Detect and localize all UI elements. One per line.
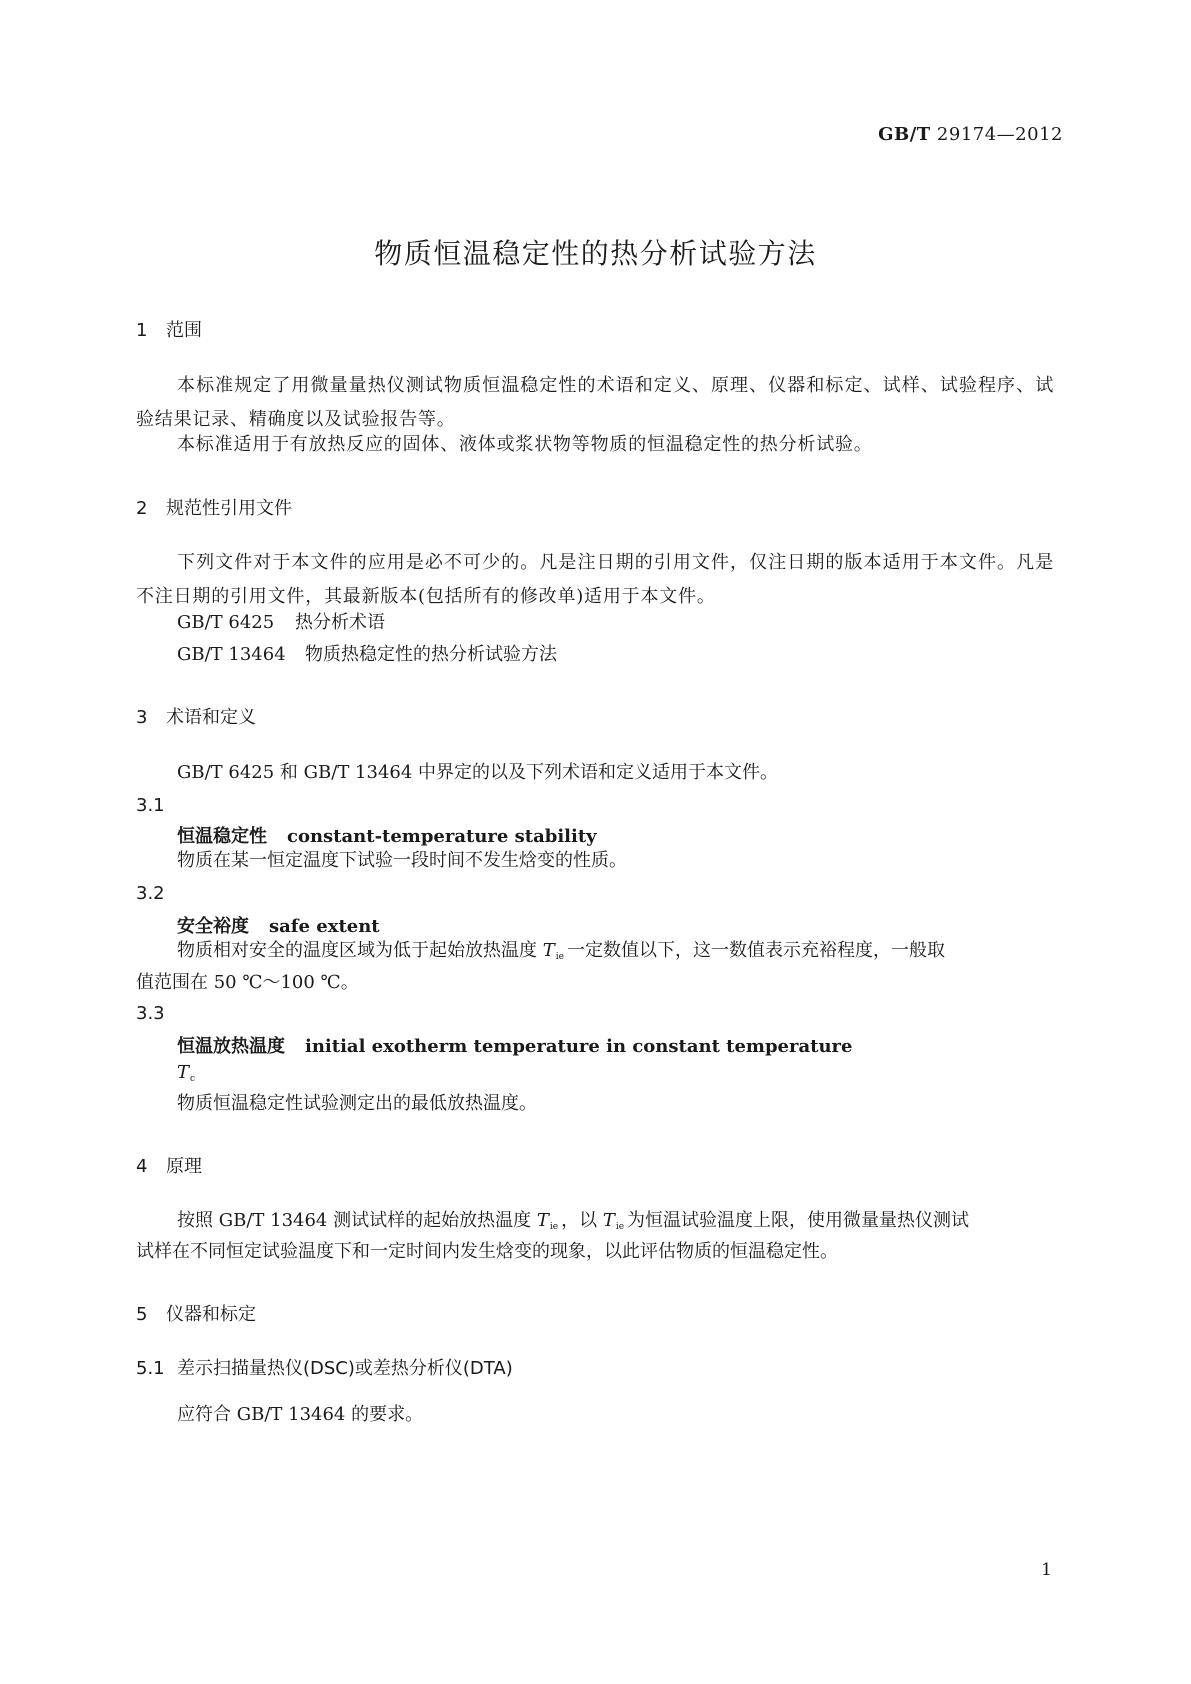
clause-3-1-number: 3.1 [136, 795, 165, 816]
clause-3-3-term [177, 1032, 852, 1058]
reference-item [177, 638, 557, 672]
document-title: 物质恒温稳定性的热分析试验方法 [374, 237, 817, 270]
symbol-subscript: ie [549, 1222, 559, 1232]
term-chinese: 安全裕度 [177, 916, 249, 937]
section-1-paragraph-2: 本标准适用于有放热反应的固体、液体或浆状物等物质的恒温稳定性的热分析试验。 [177, 434, 873, 455]
section-1-paragraph-1: 本标准规定了用微量量热仪测试物质恒温稳定性的术语和定义、原理、仪器和标定、试样、试验程序、试验结果记录、精确度以及试验报告等。 [136, 375, 1054, 430]
reference-item [177, 606, 385, 640]
reference-title: 热分析术语 [295, 612, 385, 633]
term-chinese: 恒温稳定性 [177, 826, 267, 847]
standard-code-prefix: GB/T [878, 124, 931, 145]
section-number: 2 [136, 498, 148, 519]
clause-3-2-definition-line-2: 值范围在 50 ℃～100 ℃。 [136, 972, 359, 993]
text-run: 为恒温试验温度上限，使用微量量热仪测试 [627, 1210, 970, 1231]
symbol-subscript: ie [555, 952, 564, 962]
section-number: 4 [136, 1156, 148, 1177]
section-3-intro: GB/T 6425 和 GB/T 13464 中界定的以及下列术语和定义适用于本文件。 [177, 762, 779, 783]
text-run: 按照 GB/T 13464 测试试样的起始放热温度 [177, 1210, 532, 1231]
term-english: safe extent [269, 916, 380, 937]
section-number: 1 [136, 320, 148, 341]
symbol-subscript: ie [615, 1222, 625, 1232]
section-2-paragraph-1: 下列文件对于本文件的应用是必不可少的。凡是注日期的引用文件，仅注日期的版本适用于本文件。凡是不注日期的引用文件，其最新版本(包括所有的修改单)适用于本文件。 [136, 552, 1054, 607]
clause-3-2-number: 3.2 [136, 883, 165, 904]
page-number: 1 [1041, 1560, 1052, 1580]
clause-number: 5.1 [136, 1358, 165, 1379]
section-4-heading [136, 1152, 202, 1178]
symbol-subscript: c [190, 1074, 196, 1084]
section-title: 规范性引用文件 [166, 498, 292, 519]
term-english: constant-temperature stability [287, 826, 597, 847]
section-5-heading [136, 1300, 256, 1326]
section-4-line-2: 试样在不同恒定试验温度下和一定时间内发生焓变的现象，以此评估物质的恒温稳定性。 [136, 1241, 838, 1262]
term-english: initial exotherm temperature in constant temperature [305, 1036, 853, 1057]
section-2-heading [136, 494, 292, 520]
clause-3-1-definition: 物质在某一恒定温度下试验一段时间不发生焓变的性质。 [177, 850, 627, 871]
symbol-t: T [177, 1062, 190, 1083]
reference-code: GB/T 13464 [177, 644, 286, 665]
section-number: 5 [136, 1304, 148, 1325]
reference-code: GB/T 6425 [177, 612, 275, 633]
symbol-t: T [536, 1210, 549, 1231]
section-number: 3 [136, 707, 148, 728]
standard-code [878, 124, 1063, 145]
symbol-t: T [602, 1210, 615, 1231]
reference-title: 物质热稳定性的热分析试验方法 [305, 644, 557, 665]
section-title: 仪器和标定 [166, 1304, 256, 1325]
section-title: 范围 [166, 320, 202, 341]
section-1-heading [136, 316, 202, 342]
standard-code-number: 29174—2012 [936, 124, 1063, 145]
clause-3-3-number: 3.3 [136, 1003, 165, 1024]
text-run: ，以 [561, 1210, 598, 1231]
term-chinese: 恒温放热温度 [177, 1036, 285, 1057]
text-run: 一定数值以下，这一数值表示充裕程度，一般取 [566, 940, 945, 961]
clause-5-1-heading [136, 1354, 513, 1380]
section-3-heading [136, 703, 256, 729]
symbol-t: T [542, 940, 555, 961]
section-title: 原理 [166, 1156, 202, 1177]
clause-3-3-definition: 物质恒温稳定性试验测定出的最低放热温度。 [177, 1093, 537, 1114]
clause-title: 差示扫描量热仪(DSC)或差热分析仪(DTA) [177, 1358, 513, 1379]
text-run: 物质相对安全的温度区域为低于起始放热温度 [177, 940, 537, 961]
section-title: 术语和定义 [166, 707, 256, 728]
clause-5-1-text: 应符合 GB/T 13464 的要求。 [177, 1404, 424, 1425]
